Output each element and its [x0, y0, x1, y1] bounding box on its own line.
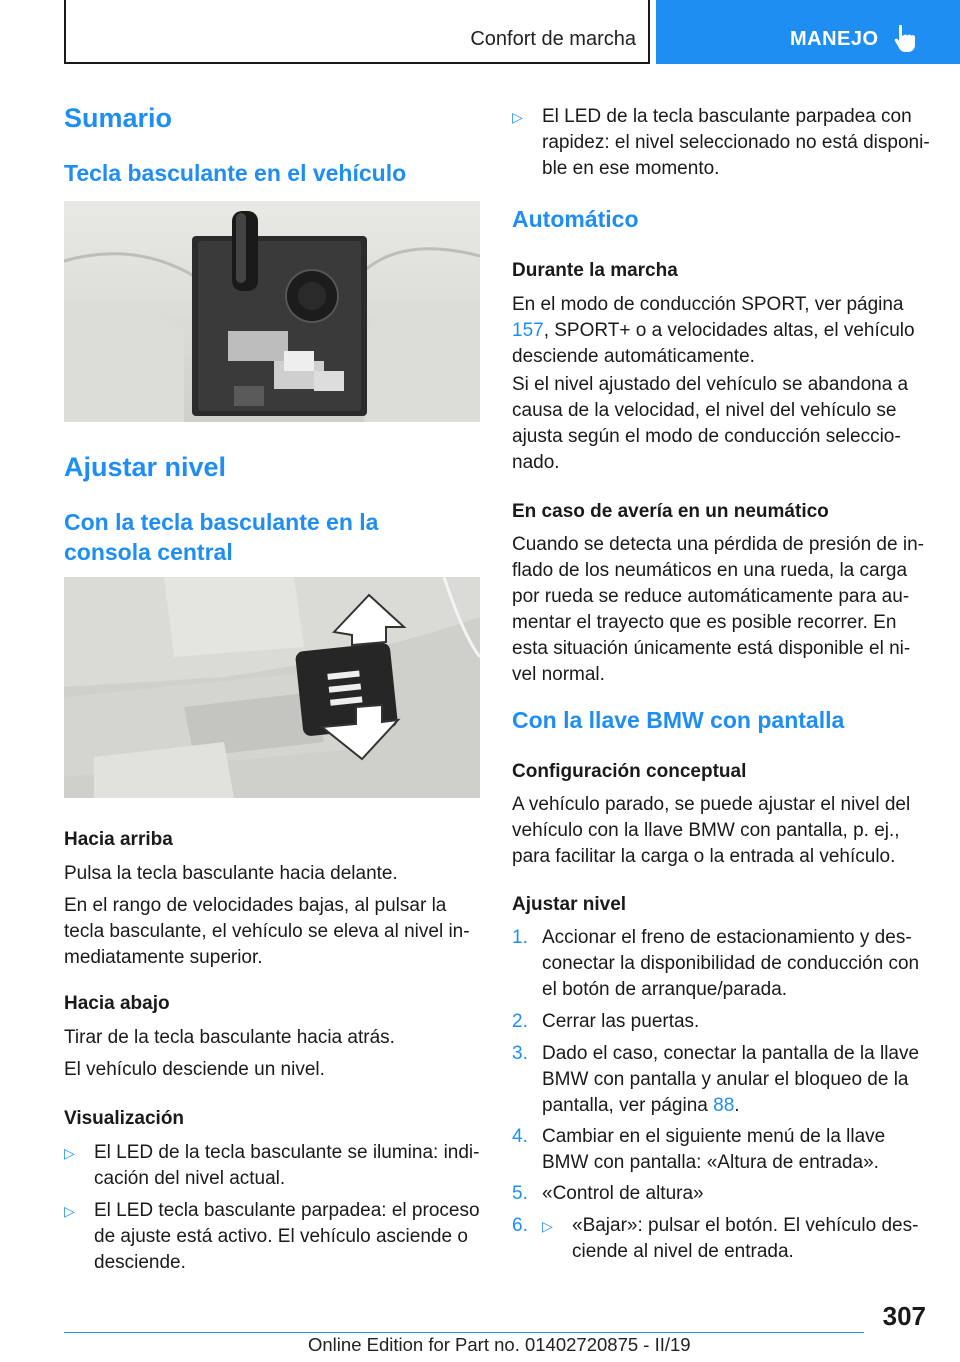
list-item	[64, 1198, 480, 1276]
visualizacion-item-2: El LED tecla basculante parpadea: el proceso de ajuste está activo. El vehículo asciende o desciende.	[94, 1200, 480, 1273]
text-configuracion: A vehículo parado, se puede ajustar el nivel del vehículo con la llave BMW con pantalla, p. ej., para facilitar la carga o la entrada al vehículo.	[512, 794, 911, 867]
page-title-sumario: Sumario	[64, 103, 173, 133]
header-section-title: Confort de marcha	[470, 28, 636, 50]
step-text: Cambiar en el siguiente menú de la llave BMW con pantalla: «Altura de entrada».	[542, 1126, 886, 1173]
heading-tecla-vehiculo: Tecla basculante en el vehículo	[64, 160, 407, 186]
triangle-bullet-icon: ▷	[542, 1218, 553, 1234]
heading-durante-marcha: Durante la marcha	[512, 260, 678, 281]
led-parpadea-rapidez: El LED de la tecla basculante parpadea con rapidez: el nivel seleccionado no está disponible en ese momento.	[542, 106, 930, 179]
step-number: 1.	[512, 927, 528, 948]
step-number: 5.	[512, 1183, 528, 1204]
footer-edition: Online Edition for Part no. 01402720875 - II/19	[308, 1334, 691, 1355]
heading-configuracion: Configuración conceptual	[512, 761, 747, 782]
page-title-ajustar-nivel: Ajustar nivel	[64, 452, 227, 482]
list-item	[512, 925, 928, 1003]
list-item	[512, 1009, 928, 1035]
text-hacia-arriba-1: Pulsa la tecla basculante hacia delante.	[64, 863, 398, 884]
step-text: Dado el caso, conectar la pantalla de la llave BMW con pantalla y anular el bloqueo de la pantalla, ver página 88.	[542, 1043, 920, 1116]
heading-visualizacion: Visualización	[64, 1108, 185, 1129]
heading-hacia-arriba: Hacia arriba	[64, 829, 173, 850]
heading-hacia-abajo: Hacia abajo	[64, 993, 170, 1014]
pointing-hand-icon	[893, 24, 921, 54]
rocker-switch-image	[64, 577, 480, 798]
step-number: 6.	[512, 1215, 528, 1236]
heading-automatico: Automático	[512, 206, 639, 232]
step-text: Cerrar las puertas.	[542, 1011, 700, 1032]
list-item	[64, 1140, 480, 1192]
header-section-box	[64, 0, 650, 64]
step-number: 4.	[512, 1126, 528, 1147]
triangle-bullet-icon: ▷	[64, 1145, 75, 1161]
page-link-157[interactable]: 157	[512, 320, 544, 341]
text-durante-2: Si el nivel ajustado del vehículo se abandona a causa de la velocidad, el nivel del vehículo se ajusta según el modo de conducción seleccionado.	[512, 374, 909, 473]
visualizacion-item-1: El LED de la tecla basculante se ilumina: indicación del nivel actual.	[94, 1142, 480, 1189]
list-item	[512, 1041, 928, 1119]
text-durante-1: En el modo de conducción SPORT, ver página 157, SPORT+ o a velocidades altas, el vehículo desciende automáticamente.	[512, 294, 915, 367]
page-link-88[interactable]: 88	[713, 1095, 735, 1116]
step-text: Accionar el freno de estacionamiento y desconectar la disponibilidad de conducción con el botón de arranque/parada.	[542, 927, 920, 1000]
page-number: 307	[882, 1301, 926, 1331]
heading-averia-neumatico: En caso de avería en un neumático	[512, 501, 829, 522]
step-text: «Control de altura»	[542, 1183, 704, 1204]
footer-divider	[64, 1332, 864, 1333]
chapter-tab-label: MANEJO	[790, 28, 879, 50]
text-hacia-arriba-2: En el rango de velocidades bajas, al pulsar la tecla basculante, el vehículo se eleva al nivel inmediatamente superior.	[64, 895, 470, 968]
text-hacia-abajo-1: Tirar de la tecla basculante hacia atrás.	[64, 1027, 395, 1048]
list-item	[512, 1213, 928, 1265]
list-item	[512, 104, 928, 182]
triangle-bullet-icon: ▷	[512, 109, 523, 125]
heading-ajustar-nivel: Ajustar nivel	[512, 894, 627, 915]
text-averia: Cuando se detecta una pérdida de presión de inflado de los neumáticos en una rueda, la carga por rueda se reduce automáticamente para aumentar el trayecto que es posible recorrer. En esta situación únicamente está disponible el nivel normal.	[512, 534, 924, 685]
heading-consola-central: Con la tecla basculante en la consola central	[64, 509, 379, 565]
step-number: 3.	[512, 1043, 528, 1064]
console-photo	[64, 201, 480, 422]
step-text: «Bajar»: pulsar el botón. El vehículo desciende al nivel de entrada.	[572, 1215, 919, 1262]
step-number: 2.	[512, 1011, 528, 1032]
triangle-bullet-icon: ▷	[64, 1203, 75, 1219]
text-hacia-abajo-2: El vehículo desciende un nivel.	[64, 1059, 325, 1080]
chapter-tab[interactable]	[656, 0, 960, 64]
list-item	[512, 1124, 928, 1176]
center-console-image	[64, 201, 480, 422]
rocker-switch-photo	[64, 577, 480, 798]
list-item	[512, 1181, 928, 1207]
heading-llave-bmw: Con la llave BMW con pantalla	[512, 707, 845, 733]
